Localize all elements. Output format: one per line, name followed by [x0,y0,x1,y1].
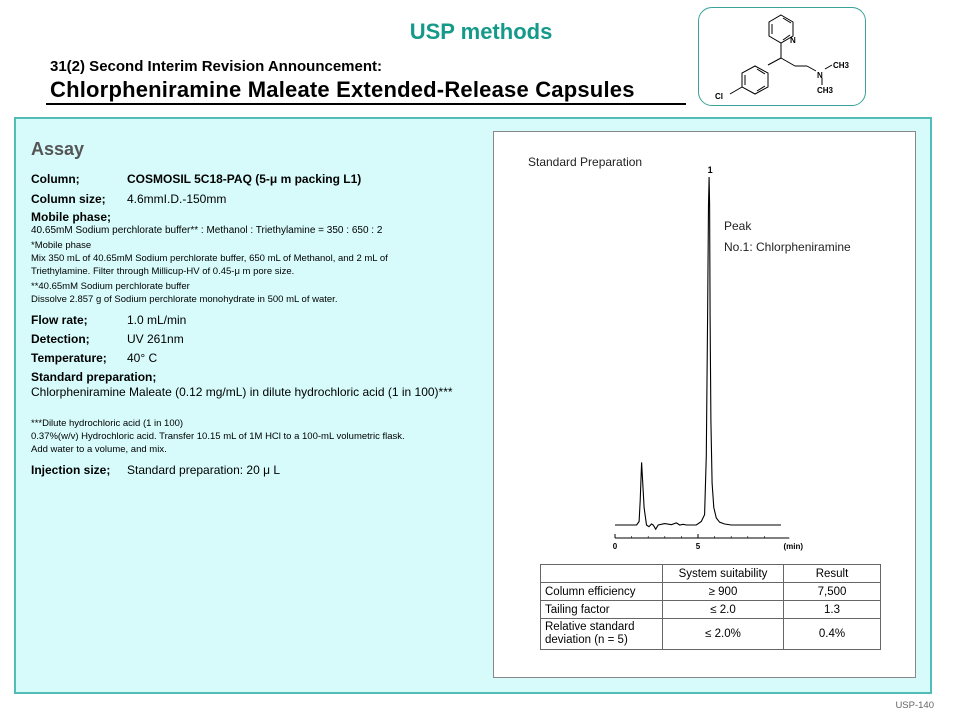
std-note-2: 0.37%(w/v) Hydrochloric acid. Transfer 10.15 mL of 1M HCl to a 100-mL volumetric flask. [31,431,405,442]
param-cell: Column efficiency [541,583,663,601]
x-axis-label: (min) [783,542,804,551]
legend-title: Peak [724,219,752,233]
product-title: Chlorpheniramine Maleate Extended-Release Capsules [50,77,635,102]
mobile-note-5: Dissolve 2.857 g of Sodium perchlorate monohydrate in 500 mL of water. [31,294,338,305]
mobile-phase-label: Mobile phase; [31,210,112,224]
flow-rate-value: 1.0 mL/min [127,313,187,327]
chromatogram-chart [493,131,914,561]
chemical-structure [698,7,866,106]
pyridine-nitrogen-label: N [790,36,796,45]
legend-item: No.1: Chlorpheniramine [724,240,851,254]
mobile-phase-value: 40.65mM Sodium perchlorate buffer** : Methanol : Triethylamine = 350 : 650 : 2 [31,225,383,236]
temperature-label: Temperature; [31,351,107,365]
revision-subtitle: 31(2) Second Interim Revision Announcement: [50,58,382,75]
page-id: USP-140 [895,700,934,711]
mobile-note-3: Triethylamine. Filter through Millicup-HV of 0.45-μ m pore size. [31,266,295,277]
suitability-cell: ≤ 2.0% [663,619,784,650]
column-size-label: Column size; [31,192,106,206]
standard-prep-value: Chlorpheniramine Maleate (0.12 mg/mL) in dilute hydrochloric acid (1 in 100)*** [31,385,453,399]
suitability-cell: ≤ 2.0 [663,601,784,619]
table-header-cell [541,565,663,583]
suitability-cell: ≥ 900 [663,583,784,601]
column-size-row [31,190,226,208]
chart-title: Standard Preparation [528,155,643,169]
column-value: COSMOSIL 5C18-PAQ (5-μ m packing L1) [127,172,362,186]
temperature-value: 40° C [127,351,158,365]
result-cell: 1.3 [784,601,881,619]
column-row [31,170,361,188]
injection-row [31,461,280,479]
injection-value: Standard preparation: 20 μ L [127,463,281,477]
detection-value: UV 261nm [127,332,184,346]
table-header-row [541,565,881,583]
flow-rate-label: Flow rate; [31,313,88,327]
mobile-note-4: **40.65mM Sodium perchlorate buffer [31,281,190,292]
detection-row [31,330,184,348]
title-underline [46,103,686,105]
table-header-cell: System suitability [663,565,784,583]
table-row [541,583,881,601]
table-header-cell: Result [784,565,881,583]
chlorine-label: Cl [715,92,723,101]
std-note-3: Add water to a volume, and mix. [31,444,167,455]
detection-label: Detection; [31,332,90,346]
x-tick-label: 0 [612,542,618,551]
chlorpheniramine-structure-drawing [699,8,865,105]
methyl-bottom-label: CH3 [817,86,834,95]
amine-nitrogen-label: N [817,71,823,80]
page-title: USP methods [409,19,553,44]
temperature-row [31,349,157,367]
series-line [615,177,781,529]
result-cell: 7,500 [784,583,881,601]
chart-layer [613,165,804,551]
peak-label: 1 [707,165,713,175]
x-tick-label: 5 [695,542,701,551]
column-size-value: 4.6mmI.D.-150mm [127,192,227,206]
param-cell: Tailing factor [541,601,663,619]
mobile-note-1: *Mobile phase [31,240,92,251]
result-cell: 0.4% [784,619,881,650]
suitability-table [540,564,881,650]
flow-rate-row [31,311,186,329]
assay-heading: Assay [31,139,85,159]
mobile-note-2: Mix 350 mL of 40.65mM Sodium perchlorate buffer, 650 mL of Methanol, and 2 mL of [31,253,388,264]
injection-label: Injection size; [31,463,111,477]
table-row [541,619,881,650]
column-label: Column; [31,172,80,186]
standard-prep-label: Standard preparation; [31,370,157,384]
table-row [541,601,881,619]
std-note-1: ***Dilute hydrochloric acid (1 in 100) [31,418,184,429]
param-cell: Relative standard deviation (n = 5) [541,619,663,650]
methyl-top-label: CH3 [833,61,850,70]
